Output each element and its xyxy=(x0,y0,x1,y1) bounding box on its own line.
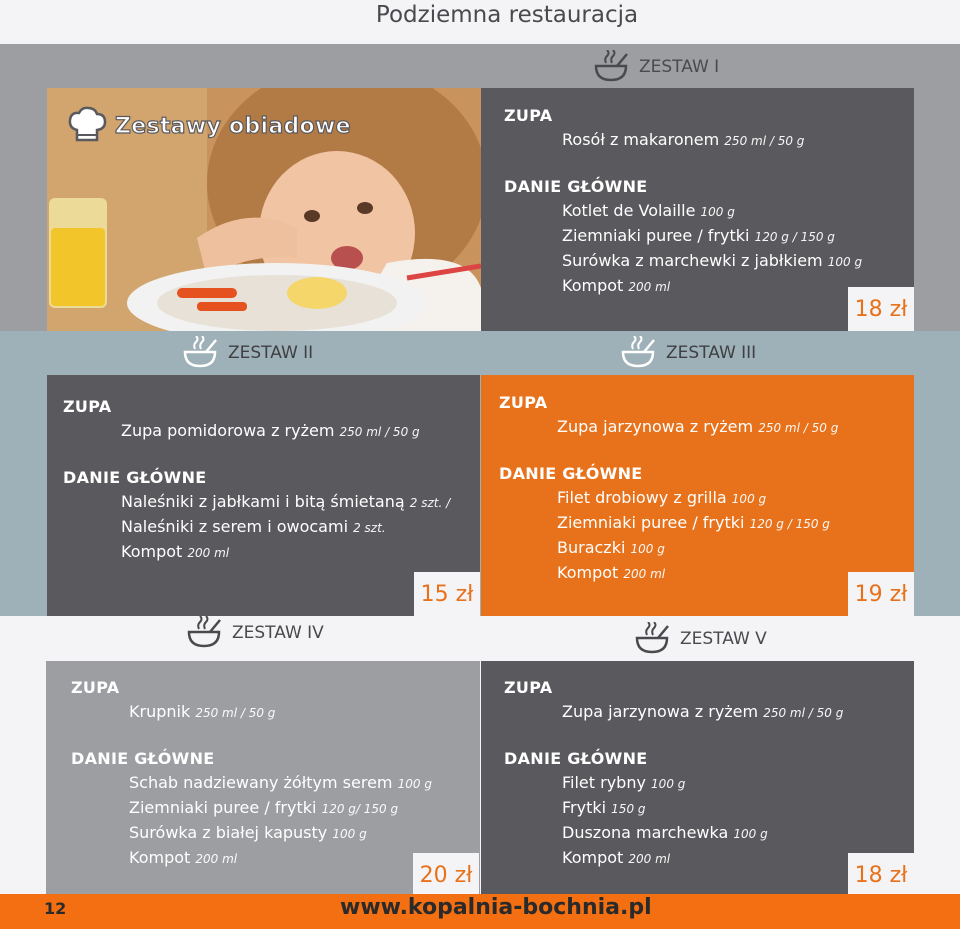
set3-heading xyxy=(620,336,756,370)
soup-bowl-icon xyxy=(593,50,629,84)
set3-main-item: Filet drobiowy z grilla 100 g xyxy=(557,488,767,507)
set3-main-item: Kompot 200 ml xyxy=(557,563,666,582)
set2-main-item: Naleśniki z jabłkami i bitą śmietaną 2 szt. / xyxy=(121,492,451,511)
set5-soup-category: ZUPA xyxy=(504,678,553,697)
soup-bowl-icon xyxy=(182,336,218,370)
photo-caption xyxy=(67,106,351,146)
set4-main-category: DANIE GŁÓWNE xyxy=(71,749,215,768)
soup-bowl-icon xyxy=(620,336,656,370)
child-eating-photo xyxy=(47,88,481,331)
set1-soup-category: ZUPA xyxy=(504,106,553,125)
set4-soup-category: ZUPA xyxy=(71,678,120,697)
set5-heading xyxy=(634,622,767,656)
soup-bowl-icon xyxy=(634,622,670,656)
page-number: 12 xyxy=(44,899,67,918)
set4-main-item: Schab nadziewany żółtym serem 100 g xyxy=(129,773,432,792)
set2-menu xyxy=(63,395,473,565)
set3-label: ZESTAW III xyxy=(666,343,757,363)
set4-main-item: Surówka z białej kapusty 100 g xyxy=(129,823,367,842)
set5-main-item: Frytki 150 g xyxy=(562,798,646,817)
set2-main-item: Kompot 200 ml xyxy=(121,542,230,561)
set4-price: 20 zł xyxy=(413,853,479,897)
set5-main-category: DANIE GŁÓWNE xyxy=(504,749,648,768)
set3-main-item: Buraczki 100 g xyxy=(557,538,665,557)
set3-soup: Zupa jarzynowa z ryżem 250 ml / 50 g xyxy=(557,417,839,436)
soup-bowl-icon xyxy=(186,616,222,650)
website-link[interactable]: www.kopalnia-bochnia.pl xyxy=(340,895,652,920)
set4-heading xyxy=(186,616,324,650)
set2-main-category: DANIE GŁÓWNE xyxy=(63,468,207,487)
set1-main-category: DANIE GŁÓWNE xyxy=(504,177,648,196)
photo-caption-text: Zestawy obiadowe xyxy=(115,113,351,139)
set1-menu xyxy=(504,104,862,299)
set5-main-item: Filet rybny 100 g xyxy=(562,773,686,792)
set3-main-category: DANIE GŁÓWNE xyxy=(499,464,643,483)
set3-price: 19 zł xyxy=(848,572,914,616)
set1-main-item: Ziemniaki puree / frytki 120 g / 150 g xyxy=(562,226,835,245)
set2-heading xyxy=(182,336,313,370)
set4-label: ZESTAW IV xyxy=(232,623,324,643)
set2-soup: Zupa pomidorowa z ryżem 250 ml / 50 g xyxy=(121,421,420,440)
page-title: Podziemna restauracja xyxy=(375,2,639,28)
set5-label: ZESTAW V xyxy=(680,629,767,649)
set5-main-item: Duszona marchewka 100 g xyxy=(562,823,768,842)
set1-main-item: Kompot 200 ml xyxy=(562,276,671,295)
set5-menu xyxy=(504,676,843,871)
set4-main-item: Kompot 200 ml xyxy=(129,848,238,867)
set4-main-item: Ziemniaki puree / frytki 120 g/ 150 g xyxy=(129,798,399,817)
set1-label: ZESTAW I xyxy=(639,57,720,77)
set5-price: 18 zł xyxy=(848,853,914,897)
set3-main-item: Ziemniaki puree / frytki 120 g / 150 g xyxy=(557,513,830,532)
set3-menu xyxy=(499,391,838,586)
set1-price: 18 zł xyxy=(848,287,914,331)
set1-soup: Rosół z makaronem 250 ml / 50 g xyxy=(562,130,805,149)
set4-menu xyxy=(71,676,432,871)
chef-hat-icon xyxy=(67,106,107,146)
set5-main-item: Kompot 200 ml xyxy=(562,848,671,867)
set1-main-item: Surówka z marchewki z jabłkiem 100 g xyxy=(562,251,863,270)
set2-soup-category: ZUPA xyxy=(63,397,112,416)
set2-label: ZESTAW II xyxy=(228,343,314,363)
set1-heading xyxy=(593,50,719,84)
set4-soup: Krupnik 250 ml / 50 g xyxy=(129,702,276,721)
set5-soup: Zupa jarzynowa z ryżem 250 ml / 50 g xyxy=(562,702,844,721)
set3-soup-category: ZUPA xyxy=(499,393,548,412)
set1-main-item: Kotlet de Volaille 100 g xyxy=(562,201,735,220)
set2-main-item: Naleśniki z serem i owocami 2 szt. xyxy=(121,517,386,536)
set2-price: 15 zł xyxy=(414,572,480,616)
